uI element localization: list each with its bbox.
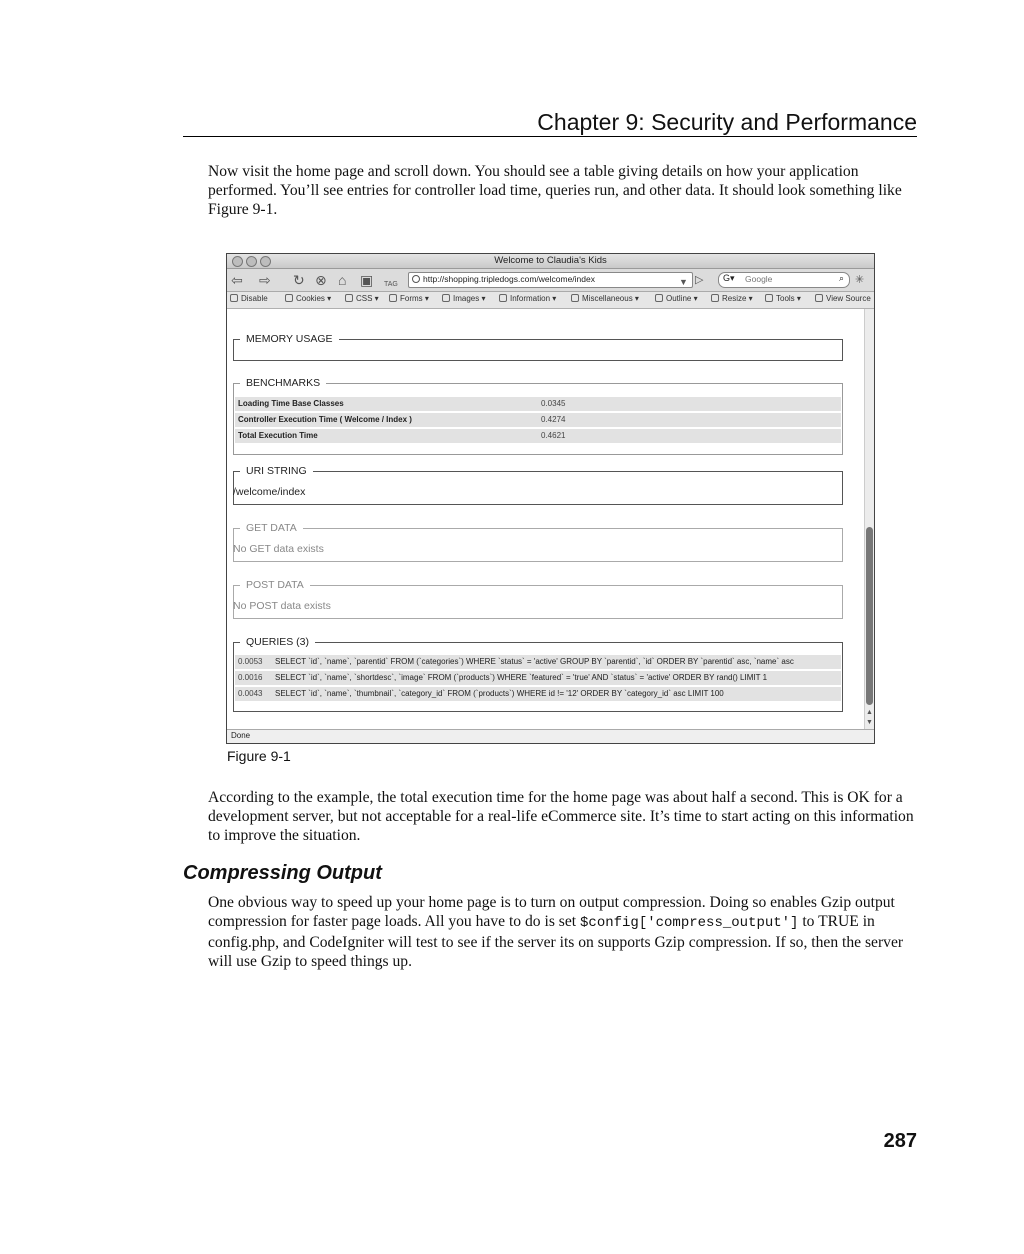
uri-string-value: /welcome/index — [233, 486, 306, 498]
home-icon[interactable]: ⌂ — [338, 272, 347, 288]
toolbar-cookies[interactable]: Cookies ▾ — [285, 294, 331, 303]
figure-screenshot — [226, 253, 875, 744]
compression-text-after: to TRUE in config.php, and CodeIgniter will test to see if the server its on supports Gzip compression. If so, then the server will use Gzip to speed things up. — [208, 913, 904, 970]
benchmark-row — [235, 397, 841, 411]
get-data-value: No GET data exists — [233, 543, 324, 555]
vertical-scrollbar[interactable] — [864, 309, 874, 729]
figure-caption: Figure 9-1 — [227, 748, 291, 764]
toolbar-images[interactable]: Images ▾ — [442, 294, 485, 303]
config-code: $config['compress_output'] — [580, 915, 799, 931]
scroll-thumb[interactable] — [866, 527, 873, 705]
query-row — [235, 655, 841, 669]
css-icon — [345, 294, 353, 302]
cookies-icon — [285, 294, 293, 302]
go-icon[interactable]: ▷ — [695, 274, 704, 286]
post-data-box — [233, 579, 843, 619]
page-number: 287 — [883, 1130, 917, 1152]
query-sql: SELECT `id`, `name`, `thumbnail`, `category_id` FROM (`products`) WHERE id != '12' ORDER BY `category_id` asc LIMIT 100 — [275, 689, 724, 698]
search-field[interactable] — [718, 272, 850, 288]
benchmark-value: 0.0345 — [541, 399, 566, 408]
activity-icon: ✳ — [855, 274, 865, 286]
search-icon[interactable]: ⌕ — [838, 273, 844, 283]
back-icon[interactable]: ⇦ — [231, 272, 243, 288]
address-text: http://shopping.tripledogs.com/welcome/index — [423, 274, 595, 284]
disable-icon — [230, 294, 238, 302]
query-time: 0.0053 — [238, 657, 263, 666]
after-figure-paragraph: According to the example, the total execution time for the home page was about half a second. This is OK for a development server, but not acceptable for a real-life eCommerce site. It’s time to start acting on this information to improve the situation. — [208, 789, 914, 844]
post-data-value: No POST data exists — [233, 600, 331, 612]
window-title: Welcome to Claudia's Kids — [494, 255, 607, 266]
compression-text-before: One obvious way to speed up your home page is to turn on output compression. Doing so enables Gzip output compression for faster page loads. All you have to do is set — [208, 894, 895, 930]
post-data-legend: POST DATA — [246, 579, 304, 591]
toolbar-tools[interactable]: Tools ▾ — [765, 294, 801, 303]
uri-string-legend: URI STRING — [246, 465, 307, 477]
toolbar-disable[interactable]: Disable — [230, 294, 268, 303]
compression-paragraph — [208, 893, 920, 971]
benchmark-value: 0.4621 — [541, 431, 566, 440]
site-icon — [412, 275, 420, 283]
toolbar-view-source[interactable]: View Source — [815, 294, 871, 303]
benchmark-value: 0.4274 — [541, 415, 566, 424]
benchmark-row — [235, 413, 841, 427]
header-rule — [183, 136, 917, 137]
query-time: 0.0043 — [238, 689, 263, 698]
memory-usage-box — [233, 333, 843, 361]
toolbar-css[interactable]: CSS ▾ — [345, 294, 379, 303]
resize-icon — [711, 294, 719, 302]
benchmark-label: Controller Execution Time ( Welcome / Index ) — [238, 415, 412, 424]
tag-icon[interactable]: TAG — [384, 281, 398, 288]
benchmark-label: Loading Time Base Classes — [238, 399, 344, 408]
query-sql: SELECT `id`, `name`, `parentid` FROM (`categories`) WHERE `status` = 'active' GROUP BY `parentid`, `id` ORDER BY `parentid` asc, `name` asc — [275, 657, 794, 666]
stop-icon[interactable]: ⊗ — [315, 272, 327, 288]
query-sql: SELECT `id`, `name`, `shortdesc`, `image` FROM (`products`) WHERE `featured` = 'true' AND `status` = 'active' ORDER BY rand() LIMIT 1 — [275, 673, 768, 682]
web-developer-toolbar — [227, 292, 874, 309]
running-head: Chapter 9: Security and Performance — [537, 109, 917, 135]
toolbar-resize[interactable]: Resize ▾ — [711, 294, 753, 303]
scroll-down-icon[interactable]: ▼ — [866, 719, 873, 726]
url-dropdown-icon[interactable]: ▼ — [679, 277, 688, 287]
toolbar-forms[interactable]: Forms ▾ — [389, 294, 429, 303]
status-bar — [227, 729, 874, 743]
google-icon: G▾ — [723, 273, 735, 283]
query-time: 0.0016 — [238, 673, 263, 682]
miscellaneous-icon — [571, 294, 579, 302]
forward-icon[interactable]: ⇨ — [259, 272, 271, 288]
navigation-toolbar — [227, 269, 874, 292]
benchmark-row — [235, 429, 841, 443]
toolbar-outline[interactable]: Outline ▾ — [655, 294, 698, 303]
window-titlebar — [227, 254, 874, 269]
view-source-icon — [815, 294, 823, 302]
page-content — [227, 309, 864, 729]
address-bar[interactable] — [408, 272, 693, 288]
get-data-box — [233, 522, 843, 562]
reload-icon[interactable]: ↻ — [293, 272, 305, 288]
memory-usage-legend: MEMORY USAGE — [246, 333, 333, 345]
uri-string-box — [233, 465, 843, 505]
information-icon — [499, 294, 507, 302]
scroll-up-icon[interactable]: ▲ — [866, 709, 873, 716]
queries-legend: QUERIES (3) — [246, 636, 310, 648]
query-row — [235, 671, 841, 685]
query-row — [235, 687, 841, 701]
outline-icon — [655, 294, 663, 302]
section-heading: Compressing Output — [183, 862, 382, 884]
search-placeholder: Google — [745, 274, 773, 284]
status-text: Done — [231, 731, 251, 740]
tools-icon — [765, 294, 773, 302]
toolbar-information[interactable]: Information ▾ — [499, 294, 556, 303]
get-data-legend: GET DATA — [246, 522, 297, 534]
intro-paragraph: Now visit the home page and scroll down. You should see a table giving details on how your application performed. You’ll see entries for controller load time, queries run, and other data. It should look something like Figure 9-1. — [208, 163, 902, 218]
benchmarks-legend: BENCHMARKS — [246, 377, 321, 389]
forms-icon — [389, 294, 397, 302]
images-icon — [442, 294, 450, 302]
save-icon[interactable]: ▣ — [360, 272, 374, 288]
toolbar-miscellaneous[interactable]: Miscellaneous ▾ — [571, 294, 639, 303]
benchmark-label: Total Execution Time — [238, 431, 318, 440]
